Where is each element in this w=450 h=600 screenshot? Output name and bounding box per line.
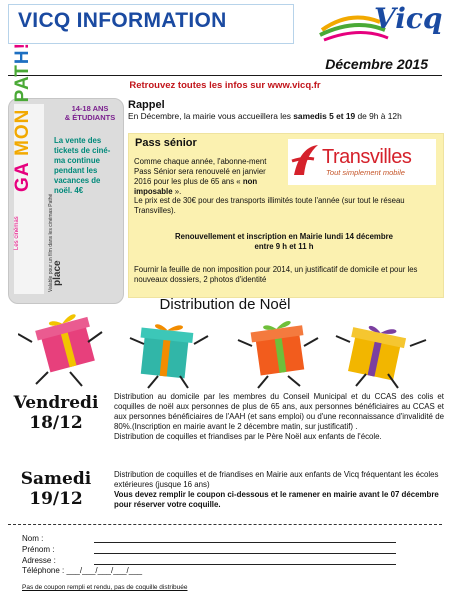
- vendredi-date: 18/12: [29, 413, 83, 433]
- telephone-row: [22, 566, 142, 576]
- adresse-row: [22, 556, 56, 566]
- adresse-label: Adresse :: [22, 556, 56, 565]
- slogan-pat: PAT: [12, 64, 33, 103]
- rappel-text-1: En Décembre, la mairie vous accueillera les: [128, 111, 294, 121]
- pass-paragraph-4: Fournir la feuille de non imposition pour 2014, un justificatif de domicile et pour les nouveaux dossiers, 2 photos d'identité: [134, 265, 418, 284]
- telephone-label: Téléphone :: [22, 566, 65, 575]
- pass-p1-a: Comme chaque année, l'abonne-ment Pass Sénior sera renouvelé en janvier 2016 pour les plus de 65 ans «: [134, 157, 267, 186]
- page-title: VICQ INFORMATION: [18, 9, 227, 32]
- vendredi-text-1: Distribution au domicile par les membres du Conseil Municipal et du CCAS des colis et coquilles de noël aux personnes de plus de 65 ans, aux personnes bénéficiaires au CCAS et aux personnes bénéficiaires de l'AAH (et sans emploi) ou d'une reconnaissance d'invalidité de 80%.(Inscription en mairie avant le 2 décembre matin, sur justificatif) .: [114, 392, 444, 431]
- prenom-row: [22, 545, 54, 555]
- coupon-note: Pas de coupon rempli et rendu, pas de coquille distribuée: [22, 584, 188, 591]
- place-word: place: [52, 260, 63, 286]
- pass-senior-heading: Pass sénior: [135, 137, 197, 149]
- distribution-heading: Distribution de Noël: [159, 296, 291, 313]
- slogan-ga: GA: [12, 162, 33, 192]
- age-badge: [58, 104, 122, 122]
- vendredi-text: [114, 392, 444, 442]
- pass-p3-line2: entre 9 h et 11 h: [254, 242, 314, 251]
- rappel-text-2: de 9h à 12h: [355, 111, 402, 121]
- logo-wordmark: Vicq: [374, 2, 443, 35]
- prenom-field[interactable]: [94, 553, 396, 554]
- cinemas-label: Les cinémas: [14, 216, 20, 250]
- slogan-excl: !: [12, 42, 33, 50]
- place-subtext: Valable pour un film dans les cinémas Pathé: [48, 193, 54, 292]
- transvilles-swoosh-icon: [290, 141, 322, 179]
- nom-row: [22, 534, 43, 544]
- website-line: Retrouvez toutes les infos sur www.vicq.fr: [129, 80, 321, 91]
- rappel-text-bold: samedis 5 et 19: [293, 111, 356, 121]
- prenom-label: Prénom :: [22, 545, 55, 554]
- dancing-gifts-illustration: [18, 312, 438, 390]
- samedi-date: 19/12: [29, 489, 83, 509]
- pass-p1-bold: non imposable: [134, 177, 258, 196]
- header-divider: [8, 75, 442, 76]
- samedi-text-bold: Vous devez remplir le coupon ci-dessous et le ramener en mairie avant le 07 décembre pour réserver votre coquille.: [114, 490, 439, 509]
- pass-paragraph-3: [134, 232, 434, 252]
- vendredi-day: Vendredi: [13, 393, 99, 413]
- ga-mon-path-slogan: [12, 42, 34, 192]
- transvilles-tagline: Tout simplement mobile: [326, 168, 405, 177]
- telephone-field[interactable]: ___/___/___/___/___: [66, 566, 143, 575]
- age-line-1: 14-18 ANS: [71, 104, 109, 113]
- vendredi-date-block: [6, 393, 106, 433]
- rappel-heading: Rappel: [128, 99, 165, 111]
- pass-p1-b: ».: [172, 187, 182, 196]
- slogan-mon: MON: [12, 108, 33, 156]
- samedi-text: [114, 470, 444, 510]
- issue-month: Décembre 2015: [325, 56, 428, 72]
- nom-label: Nom :: [22, 534, 44, 543]
- pass-paragraph-1: [134, 157, 284, 197]
- transvilles-wordmark: Transvilles: [322, 146, 412, 168]
- pass-paragraph-2: Le prix est de 30€ pour des transports illimités toute l'année (sur tout le réseau Transvilles).: [134, 196, 405, 215]
- slogan-h: H: [12, 49, 33, 65]
- adresse-field[interactable]: [94, 564, 396, 565]
- coupon-cut-line: [8, 524, 442, 525]
- age-line-2: & ÉTUDIANTS: [64, 113, 116, 122]
- nom-field[interactable]: [94, 542, 396, 543]
- cinema-ticket-text: La vente des tickets de ciné-ma continue pendant les vacances de noël. 4€: [54, 136, 111, 195]
- rappel-text: [128, 111, 446, 121]
- pass-p3-line1: Renouvellement et inscription en Mairie lundi 14 décembre: [175, 232, 393, 241]
- vendredi-text-2: Distribution de coquilles et friandises par le Père Noël aux enfants de l'école.: [114, 432, 382, 441]
- samedi-text-1: Distribution de coquilles et de friandises en Mairie aux enfants de Vicq fréquentant les écoles extérieures (jusque 16 ans): [114, 470, 439, 489]
- samedi-day: Samedi: [20, 469, 92, 489]
- samedi-date-block: [6, 469, 106, 509]
